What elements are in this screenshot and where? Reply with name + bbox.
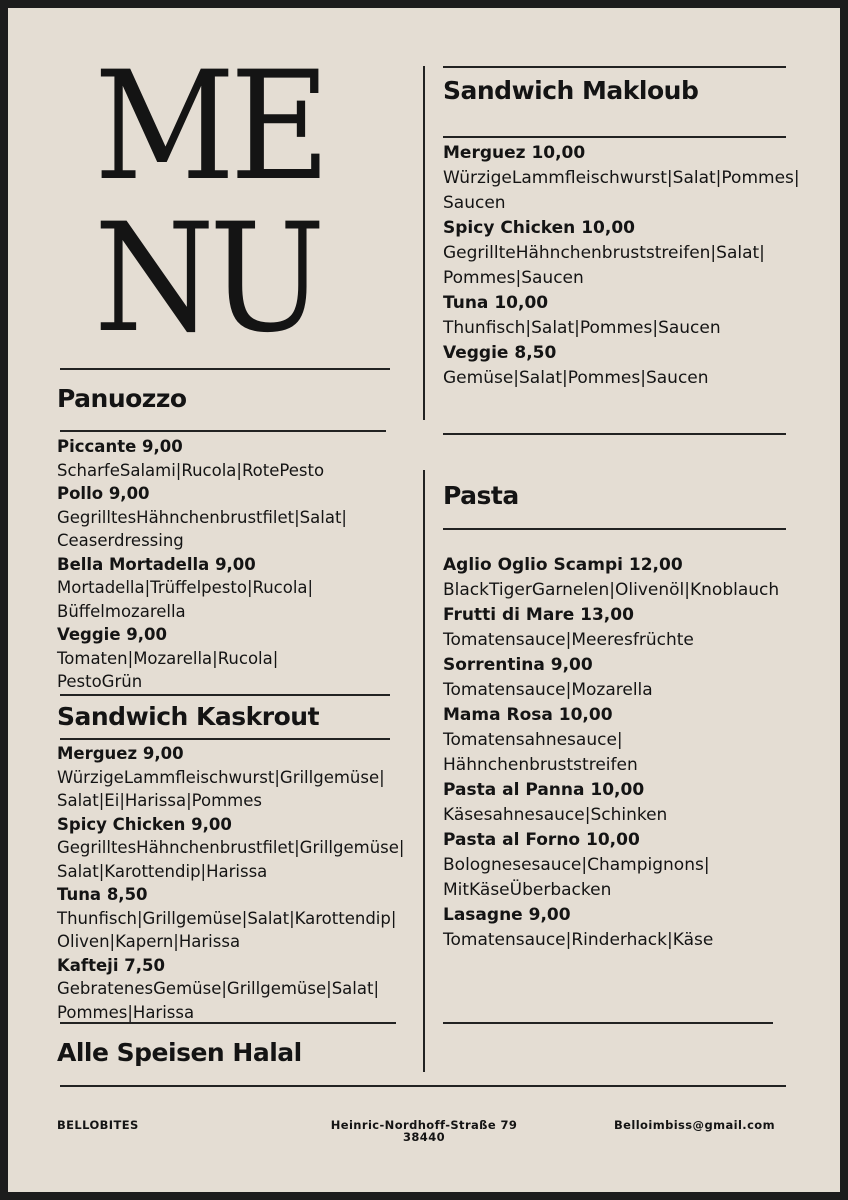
menu-item-name: Tuna 8,50	[57, 885, 148, 904]
menu-item-description: PestoGrün	[57, 672, 143, 691]
menu-item-name: Merguez 10,00	[443, 143, 586, 163]
column-divider	[423, 66, 425, 420]
menu-item-description: Mortadella|Trüffelpesto|Rucola|	[57, 578, 314, 597]
menu-item-description: Salat|Ei|Harissa|Pommes	[57, 791, 262, 810]
divider	[60, 694, 390, 696]
menu-item-description: Thunfisch|Grillgemüse|Salat|Karottendip|	[57, 908, 397, 928]
menu-item-description: Tomatensauce|Meeresfrüchte	[443, 630, 694, 650]
menu-item-description: Tomatensahnesauce|	[443, 730, 623, 750]
menu-item-description: GegrilltesHähnchenbrustfilet|Salat|	[57, 507, 347, 527]
divider	[60, 738, 390, 740]
menu-item-description: ScharfeSalami|Rucola|RotePesto	[57, 460, 325, 480]
menu-item-name: Pasta al Forno 10,00	[443, 830, 640, 850]
section-title-kaskrout: Sandwich Kaskrout	[57, 702, 320, 731]
column-divider	[423, 470, 425, 1072]
menu-item-name: Pasta al Panna 10,00	[443, 780, 645, 800]
divider	[443, 66, 786, 68]
halal-note: Alle Speisen Halal	[57, 1038, 302, 1067]
divider	[60, 368, 390, 370]
menu-item-description: Büffelmozarella	[57, 601, 186, 621]
menu-item-name: Veggie 9,00	[57, 625, 167, 644]
menu-item-name: Mama Rosa 10,00	[443, 705, 613, 725]
section-title-pasta: Pasta	[443, 481, 519, 510]
menu-item-description: Salat|Karottendip|Harissa	[57, 861, 268, 881]
kaskrout-item-list	[57, 742, 417, 1024]
menu-item-name: Kafteji 7,50	[57, 955, 165, 975]
menu-item-description: WürzigeLammfleischwurst|Salat|Pommes|	[443, 168, 800, 188]
menu-item-name: Merguez 9,00	[57, 744, 184, 763]
menu-item-description: Ceaserdressing	[57, 531, 184, 550]
menu-item-description: GegrilltesHähnchenbrustfilet|Grillgemüse|	[57, 838, 405, 857]
menu-item-name: Sorrentina 9,00	[443, 655, 593, 675]
divider	[60, 430, 386, 432]
section-title-makloub: Sandwich Makloub	[443, 76, 699, 105]
menu-item-description: GebratenesGemüse|Grillgemüse|Salat|	[57, 979, 379, 998]
menu-item-description: BlackTigerGarnelen|Olivenöl|Knoblauch	[443, 580, 780, 600]
menu-item-name: Tuna 10,00	[443, 293, 549, 313]
menu-item-name: Aglio Oglio Scampi 12,00	[443, 555, 683, 575]
menu-item-description: Tomaten|Mozarella|Rucola|	[57, 648, 279, 668]
pasta-item-list	[443, 553, 835, 953]
menu-item-description: Pommes|Harissa	[57, 1002, 195, 1022]
menu-item-name: Frutti di Mare 13,00	[443, 605, 634, 625]
menu-item-name: Veggie 8,50	[443, 343, 557, 363]
menu-item-description: WürzigeLammfleischwurst|Grillgemüse|	[57, 767, 385, 787]
menu-item-name: Spicy Chicken 10,00	[443, 218, 635, 238]
footer-address	[326, 1119, 522, 1143]
menu-item-name: Pollo 9,00	[57, 484, 150, 503]
menu-item-description: Tomatensauce|Rinderhack|Käse	[443, 930, 714, 950]
menu-item-name: Bella Mortadella 9,00	[57, 554, 256, 574]
menu-item-description: Thunfisch|Salat|Pommes|Saucen	[443, 318, 721, 338]
panuozzo-item-list	[57, 435, 397, 694]
divider	[443, 433, 786, 435]
divider	[443, 136, 786, 138]
footer-address-street: Heinric-Nordhoff-Straße 79	[330, 1118, 518, 1132]
menu-item-description: Pommes|Saucen	[443, 268, 584, 288]
footer-brand: BELLOBITES	[57, 1118, 139, 1132]
divider	[60, 1022, 396, 1024]
menu-item-name: Piccante 9,00	[57, 437, 183, 456]
menu-item-description: Hähnchenbruststreifen	[443, 755, 638, 775]
menu-item-description: Käsesahnesauce|Schinken	[443, 805, 668, 825]
menu-title-line-2: NU	[94, 192, 321, 366]
footer-address-zip: 38440	[402, 1130, 445, 1144]
menu-item-name: Spicy Chicken 9,00	[57, 814, 232, 834]
menu-item-description: Bolognesesauce|Champignons|	[443, 855, 710, 875]
menu-item-description: Saucen	[443, 193, 506, 213]
footer-divider	[60, 1085, 786, 1087]
menu-item-description: Tomatensauce|Mozarella	[443, 680, 653, 700]
makloub-item-list	[443, 141, 835, 391]
section-title-panuozzo: Panuozzo	[57, 384, 187, 413]
footer-email[interactable]: Belloimbiss@gmail.com	[614, 1118, 775, 1132]
menu-item-description: GegrillteHähnchenbruststreifen|Salat|	[443, 243, 765, 263]
divider	[443, 528, 786, 530]
menu-item-name: Lasagne 9,00	[443, 905, 571, 925]
menu-item-description: Oliven|Kapern|Harissa	[57, 932, 241, 951]
menu-title-line-1: ME	[94, 40, 326, 214]
menu-item-description: MitKäseÜberbacken	[443, 880, 612, 900]
divider	[443, 1022, 773, 1024]
menu-item-description: Gemüse|Salat|Pommes|Saucen	[443, 368, 709, 388]
menu-page	[8, 8, 840, 1192]
